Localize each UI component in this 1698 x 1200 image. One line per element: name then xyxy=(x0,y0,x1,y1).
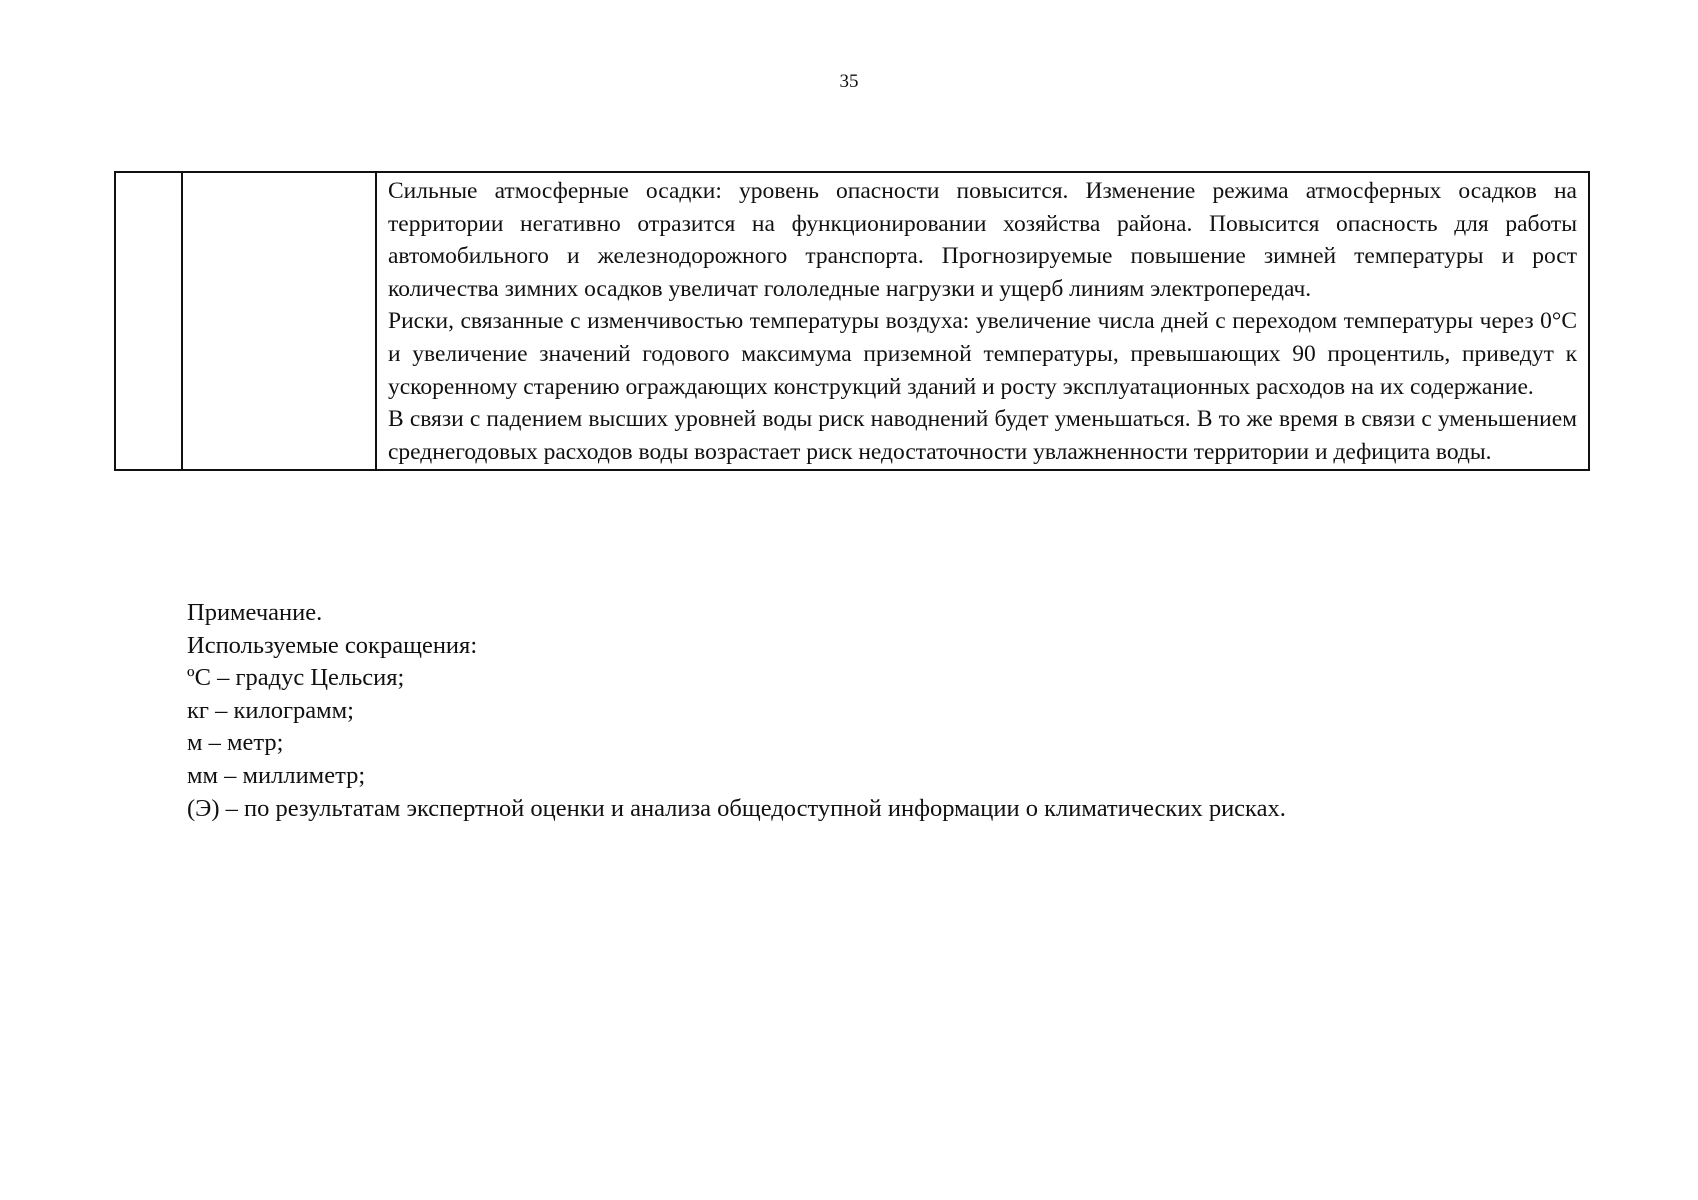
table-cell-number xyxy=(115,172,182,470)
note-item: (Э) – по результатам экспертной оценки и анализа общедоступной информации о климатических рисках. xyxy=(187,794,1286,822)
note-section xyxy=(187,597,1607,825)
paragraph-temperature: Риски, связанные с изменчивостью температуры воздуха: увеличение числа дней с переходом температуры через 0°С и увеличение значений годового максимума приземной температуры, превышающих 90 процентиль, приведут к ускоренному старению ограждающих конструкций зданий и росту эксплуатационных расходов на их содержание. xyxy=(388,308,1577,400)
note-title: Примечание. xyxy=(187,599,323,626)
note-subtitle: Используемые сокращения: xyxy=(187,631,478,659)
note-item: мм – миллиметр; xyxy=(187,761,366,789)
note-item: ºС – градус Цельсия; xyxy=(187,664,405,692)
table-row xyxy=(115,172,1589,470)
paragraph-water: В связи с падением высших уровней воды риск наводнений будет уменьшаться. В то же время в связи с уменьшением среднегодовых расходов воды возрастает риск недостаточности увлажненности территории и дефицита воды. xyxy=(388,406,1577,465)
page-number: 35 xyxy=(839,71,859,92)
cell-text xyxy=(377,173,1588,469)
table-cell-category xyxy=(182,172,376,470)
risk-table xyxy=(114,171,1590,471)
table-cell-description xyxy=(376,172,1589,470)
note-item: кг – килограмм; xyxy=(187,696,354,724)
paragraph-precipitation: Сильные атмосферные осадки: уровень опасности повысится. Изменение режима атмосферных осадков на территории негативно отразится на функционировании хозяйства района. Повысится опасность для работы автомобильного и железнодорожного транспорта. Прогнозируемые повышение зимней температуры и рост количества зимних осадков увеличат гололедные нагрузки и ущерб линиям электропередач. xyxy=(388,178,1577,302)
note-item: м – метр; xyxy=(187,729,284,757)
